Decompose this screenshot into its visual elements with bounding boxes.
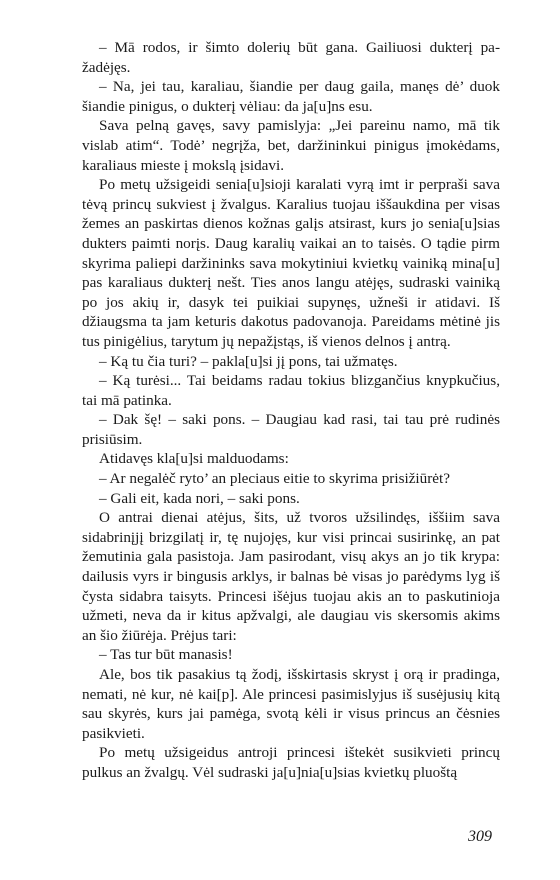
paragraph: – Na, jei tau, karaliau, šiandie per daug gaila, manęs dė’ duok šiandie pinigus, o dukterį vėliau: da ja[u]ns esu. bbox=[82, 78, 500, 115]
paragraph: Po metų užsigeidus antroji princesi ištekėt susikvieti princų pulkus an žvalgų. Vėl sudraski ja[u]nia[u]sias kvietkų pluoštą bbox=[82, 744, 500, 781]
page-text-block bbox=[82, 38, 500, 783]
paragraph: – Tas tur būt manasis! bbox=[99, 646, 233, 664]
paragraph: – Mā rodos, ir šimto dolerių būt gana. Gailiuosi dukterį pažadėjęs. bbox=[82, 39, 500, 76]
paragraph: Sava pelną gavęs, savy pamislyja: „Jei pareinu namo, mā tik vislab atim“. Todė’ negrįža, bet, daržininkui pinigus įmokėdams, karaliaus mieste į mokslą įsidavi. bbox=[82, 117, 500, 174]
page-number: 309 bbox=[468, 828, 492, 845]
paragraph: – Ką tu čia turi? – pakla[u]si jį pons, tai užmatęs. bbox=[99, 352, 398, 370]
paragraph: Po metų užsigeidi senia[u]sioji karalati vyrą imt ir perpraši sava tėvą princų sukviest į žvalgus. Karalius tuojau iššaukdina per visas žemes an paskirtas dienos kožnas galįs atsirast, kurs jo senia[u]sias dukters paimti norįs. Daug karalių vaikai an to taisės. O tądie pirm skyrima paliepi daržininks sava mokytiniui kvietkų vainiką mina[u] pas karaliaus dukterį nešt. Ties anos langu atėjęs, sudraski vainiką po jos akių ir, dasyk tei puikiai supynęs, užneši ir atidavi. Iš džiaugsma ta jam keturis dakotus padovanoja. Pareidams mėtinė jis tus pinigėlius, tarytum jų nepažįstąs, iš vienos delnos į antrą. bbox=[82, 176, 500, 350]
paragraph: – Ką turėsi... Tai beidams radau tokius blizgančius knypkučius, tai mā patinka. bbox=[82, 372, 500, 409]
paragraph: – Dak šę! – saki pons. – Daugiau kad rasi, tai tau prė rudinės prisiūsim. bbox=[82, 411, 500, 448]
paragraph: O antrai dienai atėjus, šits, už tvoros užsilindęs, iššiim sava sidabrinįjį brizgilatį ir, tę nujojęs, kur visi princai susirinkę, an pat žemutinia gala pasistoja. Jam pasirodant, visų akys an jo tik krypa: dailusis vyrs ir bingusis arklys, ir balnas bė visas jo parėdyms lyg iš čysta sidabra taisyts. Princesi išėjus tuojau akis an to paskutinioja užmeti, neva da ir kitus apžvalgi, ale daugiau vis skersomis akims an šio žiūrėja. Prėjus tari: bbox=[82, 509, 500, 644]
paragraph: Atidavęs kla[u]si malduodams: bbox=[99, 450, 289, 468]
paragraph: – Ar negalėč ryto’ an pleciaus eitie to skyrima prisižiūrėt? bbox=[99, 470, 451, 488]
paragraph: Ale, bos tik pasakius tą žodį, išskirtasis skryst į orą ir pradinga, nemati, nė kur, nė kai[p]. Ale princesi pasimislyjus iš susėjusių kitą sau skyrės, kurs jai pamėga, svotą kėli ir visus princus an čėsnies pasikvieti. bbox=[82, 666, 500, 742]
paragraph: – Gali eit, kada nori, – saki pons. bbox=[99, 489, 300, 507]
